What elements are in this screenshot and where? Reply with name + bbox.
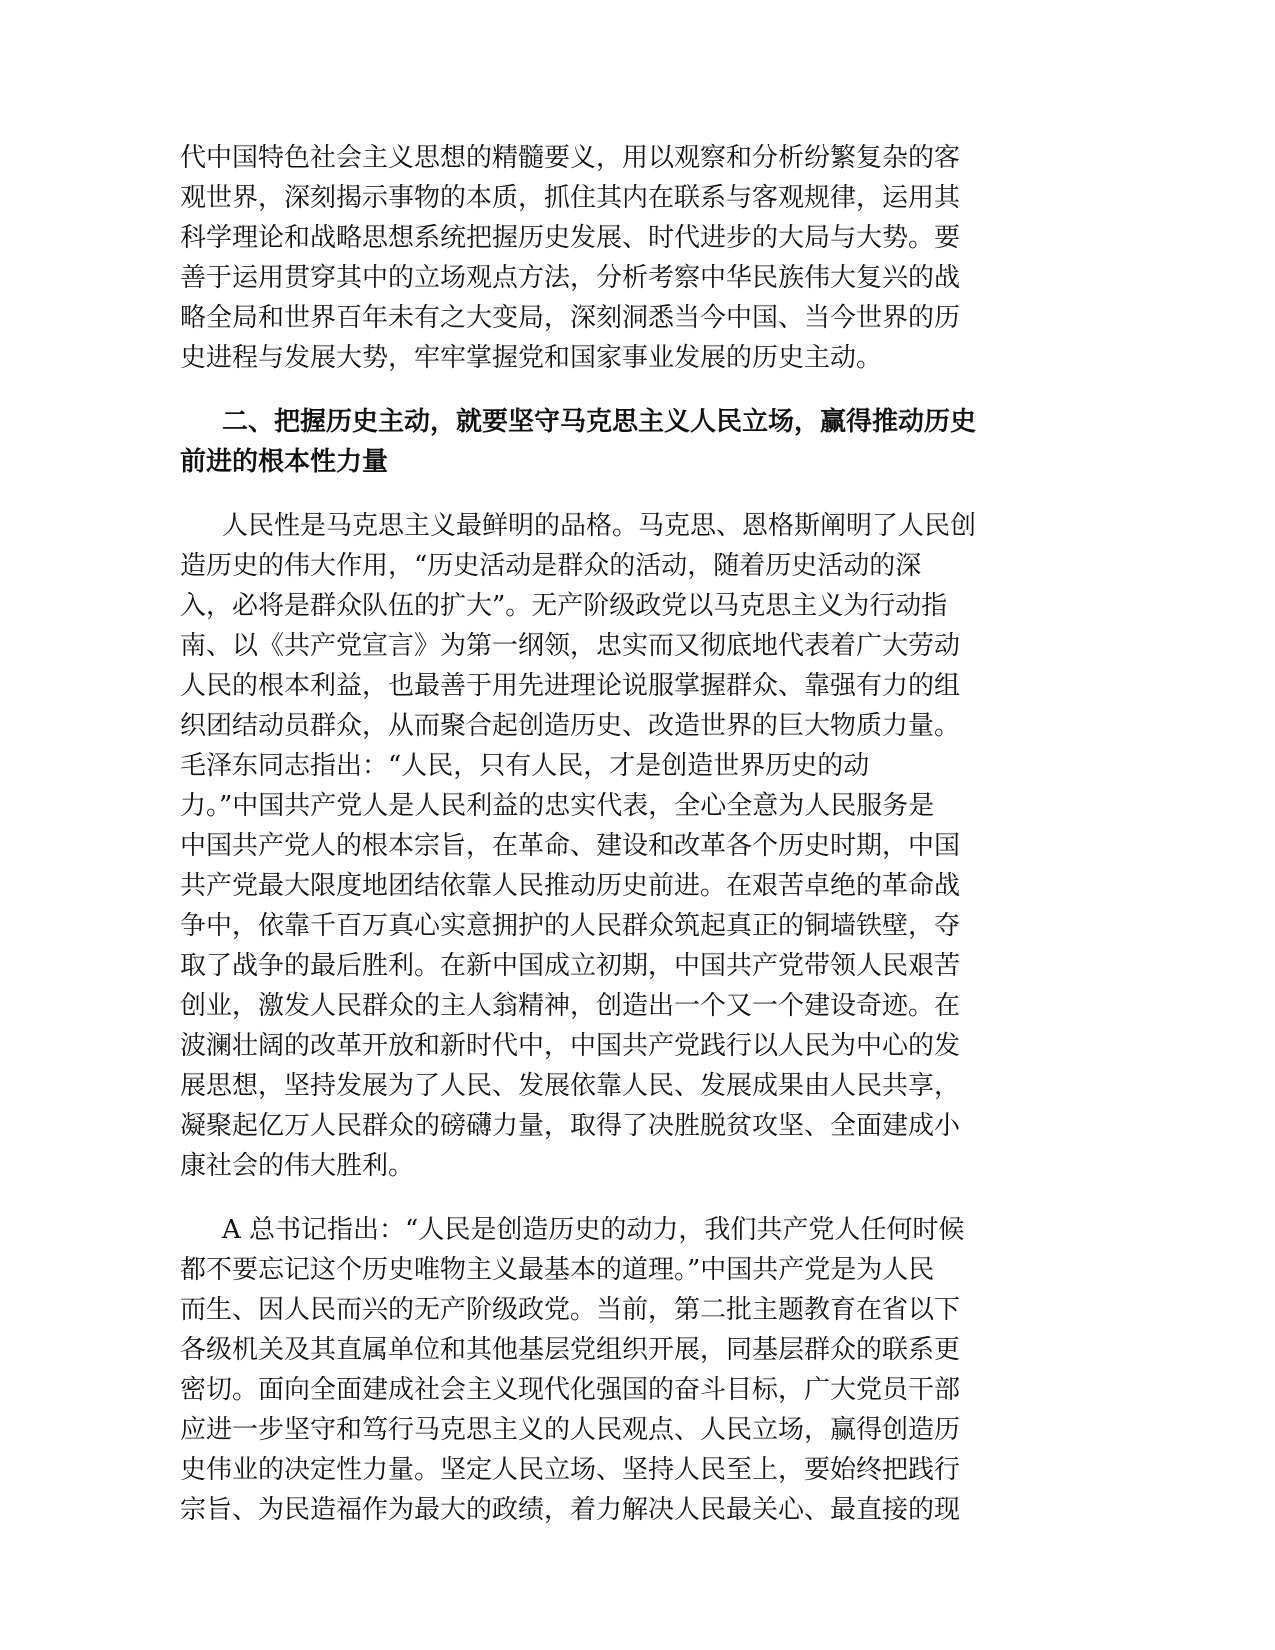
text-line: 争中，依靠千百万真心实意拥护的人民群众筑起真正的铜墙铁壁，夺 (180, 911, 961, 941)
text-line: 创业，激发人民群众的主人翁精神，创造出一个又一个建设奇迹。在 (180, 991, 961, 1021)
paragraph-spacer (180, 378, 1030, 402)
heading-line: 二、把握历史主动，就要坚守马克思主义人民立场，赢得推动历史 (222, 407, 977, 437)
text-line: 人民性是马克思主义最鲜明的品格。马克思、恩格斯阐明了人民创 (222, 511, 977, 541)
text-line: 凝聚起亿万人民群众的磅礴力量，取得了决胜脱贫攻坚、全面建成小 (180, 1111, 961, 1141)
text-line: 造历史的伟大作用，“历史活动是群众的活动，随着历史活动的深 (180, 551, 922, 581)
text-line: 科学理论和战略思想系统把握历史发展、时代进步的大局与大势。要 (180, 223, 961, 253)
text-line: 人民的根本利益，也最善于用先进理论说服掌握群众、靠强有力的组 (180, 671, 961, 701)
text-line: 力。”中国共产党人是人民利益的忠实代表，全心全意为人民服务是 (180, 791, 935, 821)
text-line: 中国共产党人的根本宗旨，在革命、建设和改革各个历史时期，中国 (180, 831, 961, 861)
text-line: 密切。面向全面建成社会主义现代化强国的奋斗目标，广大党员干部 (180, 1375, 961, 1405)
text-line: 织团结动员群众，从而聚合起创造历史、改造世界的巨大物质力量。 (180, 711, 961, 741)
text-line: 史进程与发展大势，牢牢掌握党和国家事业发展的历史主动。 (180, 343, 883, 373)
text-line: 毛泽东同志指出：“人民，只有人民，才是创造世界历史的动 (180, 751, 870, 781)
paragraph-spacer (180, 1186, 1030, 1210)
text-line: 南、以《共产党宣言》为第一纲领，忠实而又彻底地代表着广大劳动 (180, 631, 961, 661)
text-line: 共产党最大限度地团结依靠人民推动历史前进。在艰苦卓绝的革命战 (180, 871, 961, 901)
text-line: 都不要忘记这个历史唯物主义最基本的道理。”中国共产党是为人民 (180, 1255, 935, 1285)
text-line: 而生、因人民而兴的无产阶级政党。当前，第二批主题教育在省以下 (180, 1295, 961, 1325)
section-heading (180, 402, 1030, 482)
text-line: 展思想，坚持发展为了人民、发展依靠人民、发展成果由人民共享， (180, 1071, 961, 1101)
text-line: 取了战争的最后胜利。在新中国成立初期，中国共产党带领人民艰苦 (180, 951, 961, 981)
text-line: 应进一步坚守和笃行马克思主义的人民观点、人民立场，赢得创造历 (180, 1415, 961, 1445)
text-line: 观世界，深刻揭示事物的本质，抓住其内在联系与客观规律，运用其 (180, 183, 961, 213)
body-paragraph (180, 506, 1030, 1186)
body-paragraph (180, 1210, 1030, 1530)
text-line: 各级机关及其直属单位和其他基层党组织开展，同基层群众的联系更 (180, 1335, 961, 1365)
text-line: 康社会的伟大胜利。 (180, 1151, 415, 1181)
text-line: A 总书记指出：“人民是创造历史的动力，我们共产党人任何时候 (222, 1215, 965, 1245)
text-line: 代中国特色社会主义思想的精髓要义，用以观察和分析纷繁复杂的客 (180, 143, 961, 173)
text-line: 波澜壮阔的改革开放和新时代中，中国共产党践行以人民为中心的发 (180, 1031, 961, 1061)
text-line: 善于运用贯穿其中的立场观点方法，分析考察中华民族伟大复兴的战 (180, 263, 961, 293)
text-line: 略全局和世界百年未有之大变局，深刻洞悉当今中国、当今世界的历 (180, 303, 961, 333)
text-line: 入，必将是群众队伍的扩大”。无产阶级政党以马克思主义为行动指 (180, 591, 948, 621)
text-line: 宗旨、为民造福作为最大的政绩，着力解决人民最关心、最直接的现 (180, 1495, 961, 1525)
body-paragraph (180, 138, 1030, 378)
paragraph-spacer (180, 482, 1030, 506)
document-page (180, 138, 1030, 1530)
text-line: 史伟业的决定性力量。坚定人民立场、坚持人民至上，要始终把践行 (180, 1455, 961, 1485)
heading-line: 前进的根本性力量 (180, 447, 389, 477)
